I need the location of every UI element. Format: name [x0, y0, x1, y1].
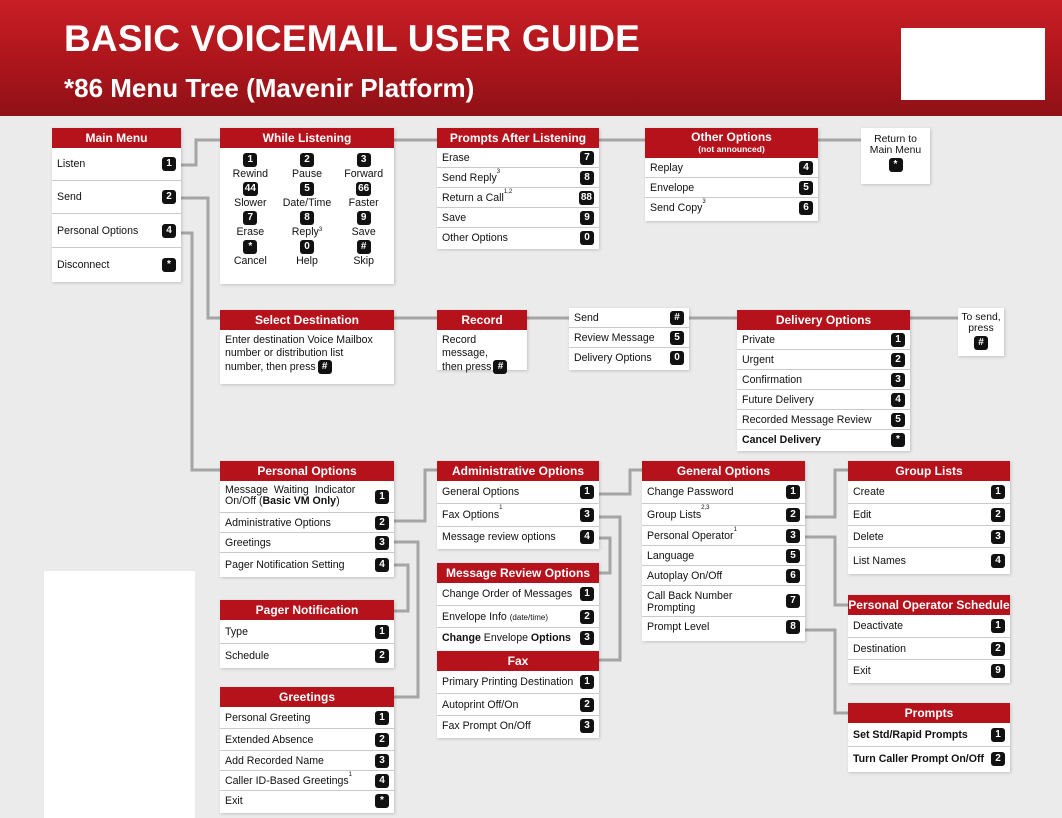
- record-instructions: Record message, then press #: [437, 330, 527, 378]
- keypad-reply[interactable]: 8 Reply$^3$: [291, 212, 323, 238]
- key-badge: 1: [991, 619, 1005, 633]
- fax-item-autoprint[interactable]: Autoprint Off/On 2: [437, 694, 599, 716]
- keypad-forward[interactable]: 3 Forward: [344, 154, 384, 180]
- key-badge: 0: [580, 231, 594, 245]
- personal-item-pager[interactable]: Pager Notification Setting 4: [220, 553, 394, 577]
- delivery-item-private[interactable]: Private 1: [737, 330, 910, 350]
- message-review-title: Message Review Options: [437, 563, 599, 583]
- delivery-item-confirmation[interactable]: Confirmation 3: [737, 370, 910, 390]
- prompts-item-std-rapid[interactable]: Set Std/Rapid Prompts 1: [848, 723, 1010, 747]
- key-badge: 2: [580, 610, 594, 624]
- prompts-after-item-return-call[interactable]: Return a Call$^{1,2}$ 88: [437, 188, 599, 208]
- key-badge: 2: [375, 649, 389, 663]
- keypad-slower[interactable]: 44 Slower: [234, 183, 267, 209]
- delivery-item-cancel[interactable]: Cancel Delivery *: [737, 430, 910, 450]
- send-item-delivery-options[interactable]: Delivery Options 0: [569, 348, 689, 368]
- keypad-pause[interactable]: 2 Pause: [291, 154, 323, 180]
- greetings-box: [220, 687, 394, 813]
- delivery-options-box: [737, 310, 910, 451]
- group-item-list-names[interactable]: List Names 4: [848, 548, 1010, 574]
- prompts-after-item-send-reply[interactable]: Send Reply$^3$ 8: [437, 168, 599, 188]
- prompts-box: [848, 703, 1010, 772]
- prompts-after-item-save[interactable]: Save 9: [437, 208, 599, 228]
- admin-item-message-review[interactable]: Message review options 4: [437, 527, 599, 547]
- personal-item-administrative[interactable]: Administrative Options 2: [220, 513, 394, 533]
- key-badge: 1: [375, 625, 389, 639]
- other-options-box: [645, 128, 818, 221]
- personal-options-box: [220, 461, 394, 577]
- select-destination-box: [220, 310, 394, 384]
- keypad-rewind[interactable]: 1 Rewind: [232, 154, 268, 180]
- general-item-group-lists[interactable]: Group Lists$^{2,3}$ 2: [642, 504, 805, 526]
- key-badge: 2: [162, 190, 176, 204]
- pos-item-destination[interactable]: Destination 2: [848, 638, 1010, 660]
- key-badge: 9: [580, 211, 594, 225]
- general-item-personal-operator[interactable]: Personal Operator$^1$ 3: [642, 526, 805, 546]
- personal-item-mwi[interactable]: Message Waiting Indicator On/Off (Basic VM Only) 1: [220, 481, 394, 513]
- key-badge: 3: [580, 631, 594, 645]
- key-badge: 1: [580, 587, 594, 601]
- key-badge: *: [891, 433, 905, 447]
- select-destination-instructions: Enter destination Voice Mailbox number or distribution list number, then press #: [225, 334, 373, 373]
- key-badge: 4: [375, 558, 389, 572]
- main-menu-title: Main Menu: [52, 128, 181, 148]
- delivery-item-urgent[interactable]: Urgent 2: [737, 350, 910, 370]
- key-badge: #: [318, 360, 332, 374]
- send-options-box: [569, 308, 689, 370]
- keypad-erase[interactable]: 7 Erase: [236, 212, 265, 238]
- key-badge: 7: [580, 151, 594, 165]
- key-badge: 3: [991, 530, 1005, 544]
- group-item-create[interactable]: Create 1: [848, 481, 1010, 504]
- key-badge: 5: [799, 181, 813, 195]
- key-badge: 3: [891, 373, 905, 387]
- key-badge: 1: [991, 728, 1005, 742]
- key-badge: 2: [375, 733, 389, 747]
- while-listening-box: [220, 128, 394, 284]
- main-menu-item-personal-options[interactable]: Personal Options 4: [52, 214, 181, 248]
- key-badge: #: [493, 360, 507, 374]
- key-badge: 2: [580, 698, 594, 712]
- pager-item-type[interactable]: Type 1: [220, 620, 394, 644]
- key-badge: 2: [375, 516, 389, 530]
- pager-notification-title: Pager Notification: [220, 600, 394, 620]
- key-badge: 2: [991, 508, 1005, 522]
- key-badge: 3: [580, 508, 594, 522]
- keypad-date-time[interactable]: 5 Date/Time: [282, 183, 332, 209]
- key-badge: 7: [786, 594, 800, 608]
- key-badge: *: [162, 258, 176, 272]
- key-badge: 1: [580, 485, 594, 499]
- key-badge: 1: [786, 485, 800, 499]
- other-options-item-envelope[interactable]: Envelope 5: [645, 178, 818, 198]
- main-menu-item-send[interactable]: Send 2: [52, 181, 181, 214]
- group-lists-title: Group Lists: [848, 461, 1010, 481]
- pager-item-schedule[interactable]: Schedule 2: [220, 644, 394, 668]
- general-item-change-password[interactable]: Change Password 1: [642, 481, 805, 504]
- msg-review-item-change-envelope[interactable]: Change Envelope Options 3: [437, 628, 599, 648]
- record-title: Record: [437, 310, 527, 330]
- key-badge: 4: [375, 774, 389, 788]
- delivery-item-recorded-review[interactable]: Recorded Message Review 5: [737, 410, 910, 430]
- pos-item-exit[interactable]: Exit 9: [848, 660, 1010, 683]
- key-badge: 4: [580, 530, 594, 544]
- while-listening-keypad: [220, 148, 394, 267]
- group-lists-box: [848, 461, 1010, 574]
- prompts-after-listening-box: [437, 128, 599, 249]
- key-badge: 6: [786, 569, 800, 583]
- prompts-title: Prompts: [848, 703, 1010, 723]
- key-badge: *: [889, 158, 903, 172]
- personal-operator-schedule-title: Personal Operator Schedule: [848, 595, 1010, 615]
- fax-item-primary-printing[interactable]: Primary Printing Destination 1: [437, 671, 599, 694]
- key-badge: 3: [580, 719, 594, 733]
- record-box: [437, 310, 527, 373]
- key-badge: 3: [786, 529, 800, 543]
- keypad-save[interactable]: 9 Save: [351, 212, 376, 238]
- message-review-options-box: [437, 563, 599, 651]
- key-badge: 1: [375, 711, 389, 725]
- key-badge: *: [375, 794, 389, 808]
- page-title: BASIC VOICEMAIL USER GUIDE: [64, 18, 641, 59]
- key-badge: 1: [991, 485, 1005, 499]
- select-destination-title: Select Destination: [220, 310, 394, 330]
- return-main-menu-box[interactable]: Return to Main Menu *: [861, 128, 930, 184]
- key-badge: 0: [670, 351, 684, 365]
- while-listening-title: While Listening: [220, 128, 394, 148]
- send-item-send[interactable]: Send #: [569, 308, 689, 328]
- greetings-item-extended-absence[interactable]: Extended Absence 2: [220, 729, 394, 751]
- main-menu-box: [52, 128, 181, 282]
- pager-notification-box: [220, 600, 394, 668]
- key-badge: 3: [375, 536, 389, 550]
- personal-item-greetings[interactable]: Greetings 3: [220, 533, 394, 553]
- prompts-after-item-other-options[interactable]: Other Options 0: [437, 228, 599, 248]
- send-item-review-message[interactable]: Review Message 5: [569, 328, 689, 348]
- fax-title: Fax: [437, 651, 599, 671]
- general-options-title: General Options: [642, 461, 805, 481]
- key-badge: 1: [375, 490, 389, 504]
- to-send-box[interactable]: To send, press #: [958, 308, 1004, 356]
- main-menu-item-listen[interactable]: Listen 1: [52, 148, 181, 181]
- greetings-item-personal[interactable]: Personal Greeting 1: [220, 707, 394, 729]
- group-item-delete[interactable]: Delete 3: [848, 526, 1010, 548]
- other-options-title: Other Options (not announced): [645, 128, 818, 158]
- personal-operator-schedule-box: [848, 595, 1010, 683]
- keypad-faster[interactable]: 66 Faster: [348, 183, 379, 209]
- key-badge: #: [974, 336, 988, 350]
- key-badge: #: [670, 311, 684, 325]
- administrative-options-title: Administrative Options: [437, 461, 599, 481]
- general-item-prompt-level[interactable]: Prompt Level 8: [642, 617, 805, 637]
- keypad-skip[interactable]: # Skip: [353, 241, 374, 267]
- fax-item-fax-prompt[interactable]: Fax Prompt On/Off 3: [437, 716, 599, 736]
- key-badge: 4: [891, 393, 905, 407]
- key-badge: 8: [580, 171, 594, 185]
- greetings-item-exit[interactable]: Exit *: [220, 791, 394, 811]
- page-subtitle: *86 Menu Tree (Mavenir Platform): [64, 73, 475, 103]
- general-item-language[interactable]: Language 5: [642, 546, 805, 566]
- keypad-help[interactable]: 0 Help: [296, 241, 318, 267]
- admin-item-fax-options[interactable]: Fax Options$^1$ 3: [437, 504, 599, 527]
- key-badge: 9: [991, 664, 1005, 678]
- key-badge: 5: [786, 549, 800, 563]
- fax-box: [437, 651, 599, 738]
- keypad-cancel[interactable]: * Cancel: [233, 241, 267, 267]
- other-options-item-replay[interactable]: Replay 4: [645, 158, 818, 178]
- pos-item-deactivate[interactable]: Deactivate 1: [848, 615, 1010, 638]
- group-item-edit[interactable]: Edit 2: [848, 504, 1010, 526]
- key-badge: 3: [375, 754, 389, 768]
- prompts-item-caller-prompt[interactable]: Turn Caller Prompt On/Off 2: [848, 747, 1010, 771]
- key-badge: 1: [891, 333, 905, 347]
- prompts-after-item-erase[interactable]: Erase 7: [437, 148, 599, 168]
- general-item-call-back[interactable]: Call Back Number Prompting 7: [642, 586, 805, 617]
- admin-item-general-options[interactable]: General Options 1: [437, 481, 599, 504]
- msg-review-item-change-order[interactable]: Change Order of Messages 1: [437, 583, 599, 606]
- key-badge: 5: [670, 331, 684, 345]
- administrative-options-box: [437, 461, 599, 549]
- key-badge: 4: [162, 224, 176, 238]
- general-options-box: [642, 461, 805, 641]
- msg-review-item-envelope-info[interactable]: Envelope Info (date/time) 2: [437, 606, 599, 628]
- key-badge: 4: [991, 554, 1005, 568]
- key-badge: 88: [580, 192, 592, 203]
- delivery-options-title: Delivery Options: [737, 310, 910, 330]
- general-item-autoplay[interactable]: Autoplay On/Off 6: [642, 566, 805, 586]
- delivery-item-future-delivery[interactable]: Future Delivery 4: [737, 390, 910, 410]
- greetings-title: Greetings: [220, 687, 394, 707]
- key-badge: 5: [891, 413, 905, 427]
- main-menu-item-disconnect[interactable]: Disconnect *: [52, 248, 181, 282]
- greetings-item-caller-id[interactable]: Caller ID-Based Greetings$^1$ 4: [220, 771, 394, 791]
- prompts-after-title: Prompts After Listening: [437, 128, 599, 148]
- key-badge: 2: [891, 353, 905, 367]
- key-badge: 2: [786, 508, 800, 522]
- key-badge: 2: [991, 752, 1005, 766]
- other-options-item-send-copy[interactable]: Send Copy$^3$ 6: [645, 198, 818, 218]
- greetings-item-add-recorded-name[interactable]: Add Recorded Name 3: [220, 751, 394, 771]
- personal-options-title: Personal Options: [220, 461, 394, 481]
- key-badge: 2: [991, 642, 1005, 656]
- key-badge: 1: [162, 157, 176, 171]
- key-badge: 6: [799, 201, 813, 215]
- blank-white-area: [44, 571, 195, 818]
- key-badge: 1: [580, 675, 594, 689]
- key-badge: 4: [799, 161, 813, 175]
- key-badge: 8: [786, 620, 800, 634]
